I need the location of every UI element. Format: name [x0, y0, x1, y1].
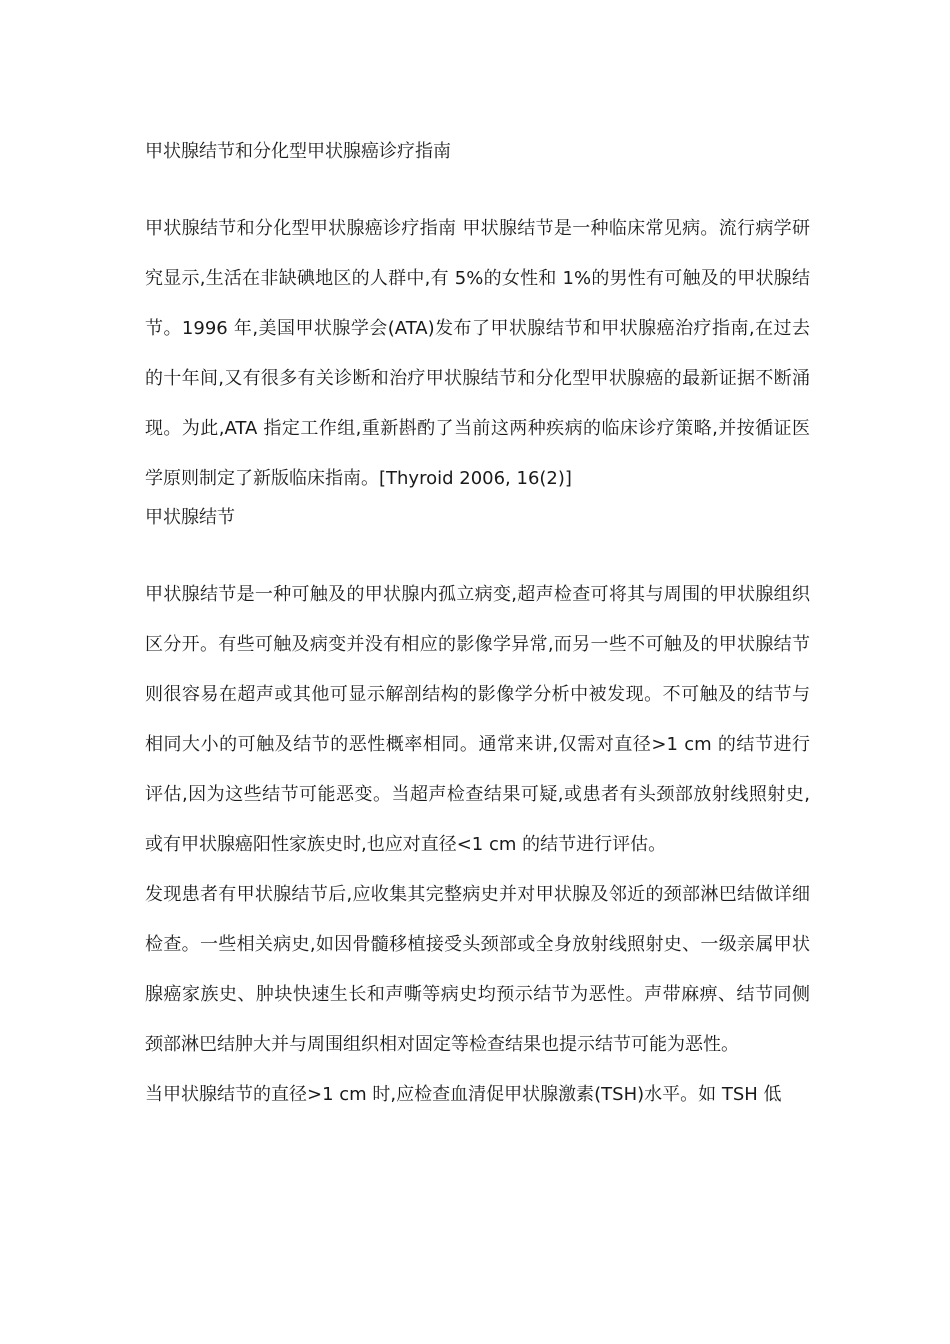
intro-paragraph: 甲状腺结节和分化型甲状腺癌诊疗指南 甲状腺结节是一种临床常见病。流行病学研究显示,生活在非缺碘地区的人群中,有 5%的女性和 1%的男性有可触及的甲状腺结节。1996 年,美国甲状腺学会(ATA)发布了甲状腺结节和甲状腺癌治疗指南,在过去的十年间,又有很多有关诊断和治疗甲状腺结节和分化型甲状腺癌的最新证据不断涌现。为此,ATA 指定工作组,重新斟酌了当前这两种疾病的临床诊疗策略,并按循证医学原则制定了新版临床指南。[Thyroid 2006, 16(2)]: [145, 218, 810, 489]
section-heading: 甲状腺结节: [145, 507, 235, 528]
body-paragraph: 发现患者有甲状腺结节后,应收集其完整病史并对甲状腺及邻近的颈部淋巴结做详细检查。一些相关病史,如因骨髓移植接受头颈部或全身放射线照射史、一级亲属甲状腺癌家族史、肿块快速生长和声嘶等病史均预示结节为恶性。声带麻痹、结节同侧颈部淋巴结肿大并与周围组织相对固定等检查结果也提示结节可能为恶性。: [145, 884, 810, 1055]
body-paragraph: 当甲状腺结节的直径>1 cm 时,应检查血清促甲状腺激素(TSH)水平。如 TSH 低: [145, 1084, 782, 1105]
document-title: 甲状腺结节和分化型甲状腺癌诊疗指南: [145, 141, 451, 162]
body-paragraph: 甲状腺结节是一种可触及的甲状腺内孤立病变,超声检查可将其与周围的甲状腺组织区分开。有些可触及病变并没有相应的影像学异常,而另一些不可触及的甲状腺结节则很容易在超声或其他可显示解剖结构的影像学分析中被发现。不可触及的结节与相同大小的可触及结节的恶性概率相同。通常来讲,仅需对直径>1 cm 的结节进行评估,因为这些结节可能恶变。当超声检查结果可疑,或患者有头颈部放射线照射史,或有甲状腺癌阳性家族史时,也应对直径<1 cm 的结节进行评估。: [145, 584, 810, 855]
document-page: [145, 130, 810, 1120]
